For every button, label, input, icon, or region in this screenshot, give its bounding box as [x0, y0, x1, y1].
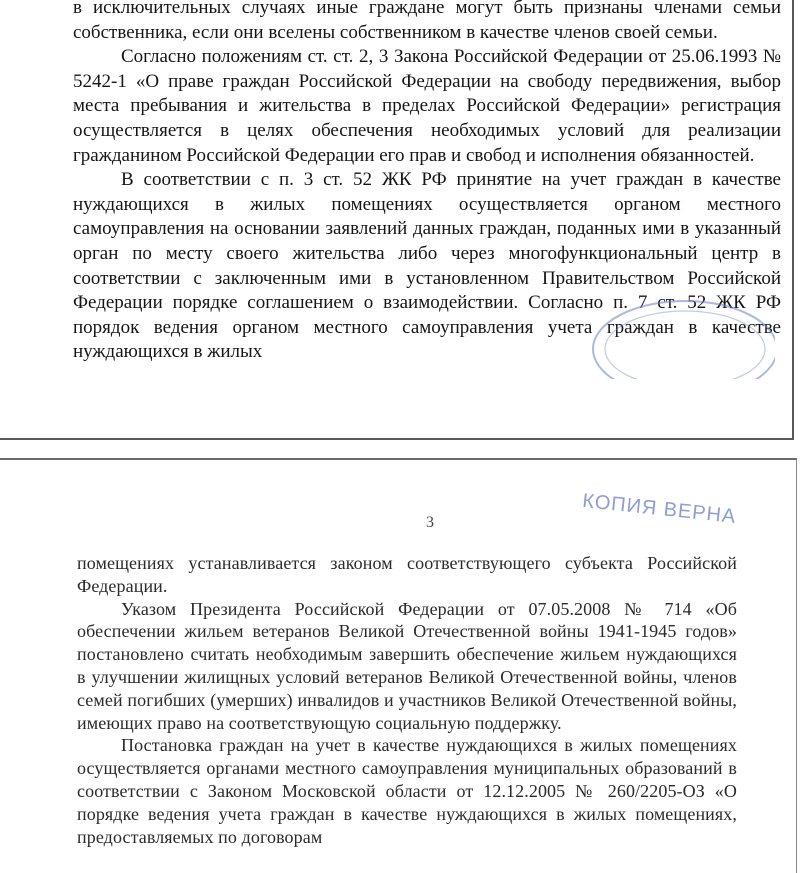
stamp-text: КОПИЯ ВЕРНА — [581, 489, 738, 529]
page-bottom-text — [77, 552, 737, 848]
paragraph: помещениях устанавливается законом соответствующего субъекта Российской Федерации. — [77, 553, 737, 596]
paragraph: Согласно положениям ст. ст. 2, 3 Закона Российской Федерации от 25.06.1993 № 5242-1 «О праве граждан Российской Федерации на свободу передвижения, выбор места пребывания и жительства в пределах Российской Федерации» регистрация осуществляется в целях обеспечения необходимых условий для реализации гражданином Российской Федерации его прав и свобод и исполнения обязанностей. — [73, 46, 781, 166]
paragraph: в исключительных случаях иные граждане могут быть признаны членами семьи собственника, если они вселены собственником в качестве членов своей семьи. — [73, 0, 781, 43]
paragraph: Постановка граждан на учет в качестве нуждающихся в жилых помещениях осуществляется органами местного самоуправления муниципальных образований в соответствии с Законом Московской области от 12.12.2005 № 260/2205-ОЗ «О порядке ведения учета граждан в качестве нуждающихся в жилых помещениях, предоставляемых по договорам — [77, 735, 737, 847]
page-top-text — [73, 0, 781, 365]
paragraph: Указом Президента Российской Федерации от 07.05.2008 № 714 «Об обеспечении жильем ветеранов Великой Отечественной войны 1941-1945 годов» постановлено считать необходимым завершить обеспечение жильем нуждающихся в улучшении жилищных условий ветеранов Великой Отечественной войны, членов семей погибших (умерших) инвалидов и участников Великой Отечественной войны, имеющих право на соответствующую социальную поддержку. — [77, 598, 737, 733]
paragraph: В соответствии с п. 3 ст. 52 ЖК РФ принятие на учет граждан в качестве нуждающихся в жилых помещениях осуществляется органом местного самоуправления на основании заявлений данных граждан, поданных ими в указанный орган по месту своего жительства либо через многофункциональный центр в соответствии с заключенным ими в установленном Правительством Российской Федерации порядке соглашением о взаимодействии. Согласно п. 7 ст. 52 ЖК РФ порядок ведения органом местного самоуправления учета граждан в качестве нуждающихся в жилых — [73, 169, 781, 363]
page-number: 3 — [426, 514, 434, 531]
